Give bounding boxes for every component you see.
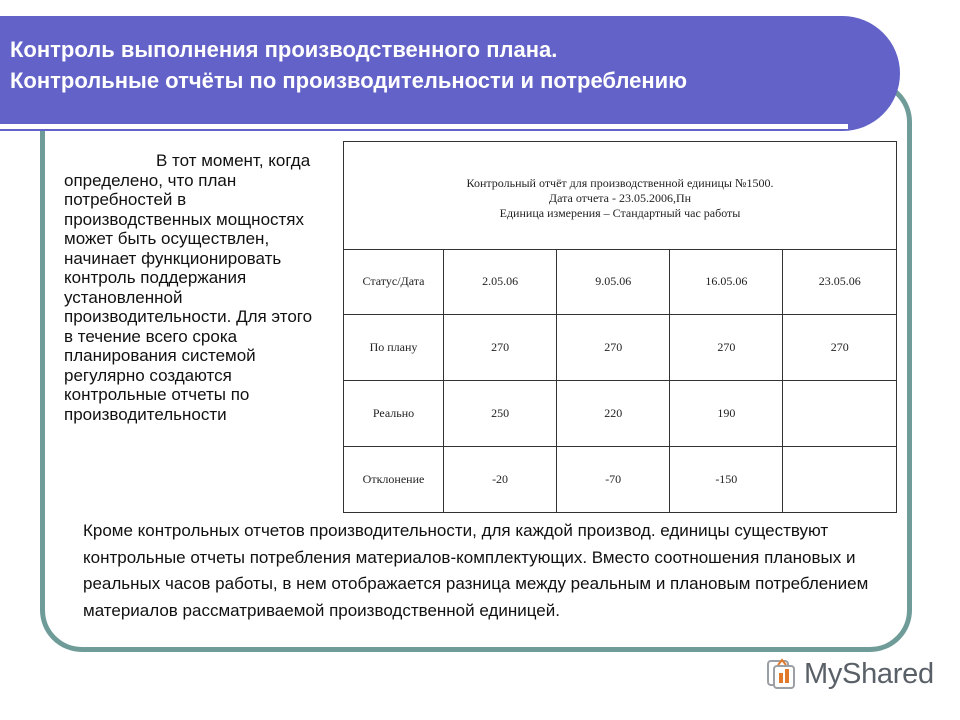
table-cell: 9.05.06: [557, 249, 670, 315]
table-row: [344, 315, 896, 381]
table-cell: -20: [444, 447, 557, 513]
table-row: [344, 249, 896, 315]
table-cell: 190: [670, 381, 783, 447]
table-cell: [783, 381, 896, 447]
title-line-2: Контрольные отчёты по производительности и потреблению: [10, 68, 687, 93]
left-paragraph: [64, 151, 316, 424]
myshared-logo-icon: [766, 657, 800, 691]
table-cell: -150: [670, 447, 783, 513]
report-header: [344, 142, 896, 250]
table-cell: 250: [444, 381, 557, 447]
table-cell: 220: [557, 381, 670, 447]
slide-title: [10, 34, 890, 96]
table-cell: 16.05.06: [670, 249, 783, 315]
table-cell: 270: [670, 315, 783, 381]
title-underline: [0, 124, 848, 129]
table-cell: 270: [783, 315, 896, 381]
watermark-logo[interactable]: [766, 656, 934, 692]
title-line-1: Контроль выполнения производственного плана.: [10, 37, 558, 62]
report-grid: [344, 249, 896, 512]
table-cell: 2.05.06: [444, 249, 557, 315]
table-cell: По плану: [344, 315, 444, 381]
left-paragraph-text: В тот момент, когда определено, что план потребностей в производственных мощностях может быть осуществлен, начинает функционировать контроль поддержания установленной производительности. Для этого в течение всего срока планирования системой регулярно создаются контрольные отчеты по производительности: [64, 151, 313, 424]
table-row: [344, 381, 896, 447]
watermark-text: MyShared: [804, 657, 934, 690]
report-header-line-1: Контрольный отчёт для производственной единицы №1500.: [466, 176, 774, 190]
table-cell: Статус/Дата: [344, 249, 444, 315]
bottom-paragraph: Кроме контрольных отчетов производительности, для каждой производ. единицы существуют контрольные отчеты потребления материалов-комплектующих. Вместо соотношения плановых и реальных часов работы, в нем отображается разница между реальным и плановым потреблением материалов рассматриваемой производственной единицей.: [83, 521, 869, 620]
table-cell: [783, 447, 896, 513]
table-cell: 270: [557, 315, 670, 381]
report-table: [343, 141, 897, 513]
table-cell: 23.05.06: [783, 249, 896, 315]
report-header-line-3: Единица измерения – Стандартный час работы: [499, 206, 741, 220]
table-row: [344, 447, 896, 513]
report-header-line-2: Дата отчета - 23.05.2006,Пн: [548, 191, 692, 205]
table-cell: -70: [557, 447, 670, 513]
table-cell: Реально: [344, 381, 444, 447]
table-cell: 270: [444, 315, 557, 381]
table-cell: Отклонение: [344, 447, 444, 513]
